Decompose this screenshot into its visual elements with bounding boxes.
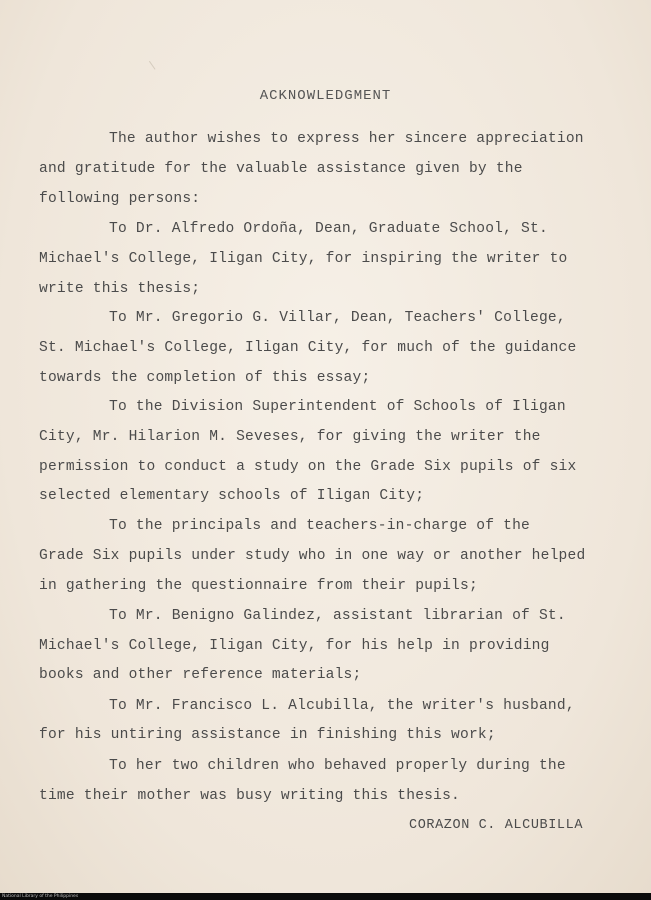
paper-crease bbox=[149, 56, 162, 69]
paragraph-line: books and other reference materials; bbox=[39, 667, 362, 683]
paragraph-line: and gratitude for the valuable assistance given by the bbox=[39, 161, 523, 177]
paragraph-line: Michael's College, Iligan City, for inspiring the writer to bbox=[39, 251, 568, 267]
paragraph-line: Grade Six pupils under study who in one way or another helped bbox=[39, 548, 586, 564]
paragraph-line: permission to conduct a study on the Grade Six pupils of six bbox=[39, 459, 577, 475]
paragraph-line: To her two children who behaved properly during the bbox=[109, 758, 566, 774]
scan-footer-bar bbox=[0, 893, 651, 900]
paragraph-line: St. Michael's College, Iligan City, for much of the guidance bbox=[39, 340, 577, 356]
paragraph-line: City, Mr. Hilarion M. Seveses, for giving the writer the bbox=[39, 429, 541, 445]
paragraph-line: time their mother was busy writing this thesis. bbox=[39, 788, 461, 804]
paragraph-line: The author wishes to express her sincere appreciation bbox=[109, 131, 584, 147]
paragraph-line: To Mr. Gregorio G. Villar, Dean, Teachers' College, bbox=[109, 310, 566, 326]
paragraph-line: selected elementary schools of Iligan City; bbox=[39, 488, 425, 504]
paragraph-line: To Mr. Benigno Galindez, assistant librarian of St. bbox=[109, 608, 566, 624]
paragraph-line: To the principals and teachers-in-charge of the bbox=[109, 518, 531, 534]
author-signature: CORAZON C. ALCUBILLA bbox=[409, 818, 584, 833]
paragraph-line: following persons: bbox=[39, 191, 201, 207]
paragraph-line: Michael's College, Iligan City, for his help in providing bbox=[39, 638, 550, 654]
paragraph-line: To the Division Superintendent of Schools of Iligan bbox=[109, 399, 566, 415]
scan-footer-text: National Library of the Philippines bbox=[2, 894, 79, 899]
paragraph-line: write this thesis; bbox=[39, 281, 201, 297]
paragraph-line: towards the completion of this essay; bbox=[39, 370, 371, 386]
paragraph-line: To Mr. Francisco L. Alcubilla, the writer's husband, bbox=[109, 698, 575, 714]
paragraph-line: To Dr. Alfredo Ordoña, Dean, Graduate School, St. bbox=[109, 221, 548, 237]
paragraph-line: in gathering the questionnaire from their pupils; bbox=[39, 578, 478, 594]
paragraph-line: for his untiring assistance in finishing this work; bbox=[39, 727, 496, 743]
page-title: ACKNOWLEDGMENT bbox=[259, 88, 392, 104]
